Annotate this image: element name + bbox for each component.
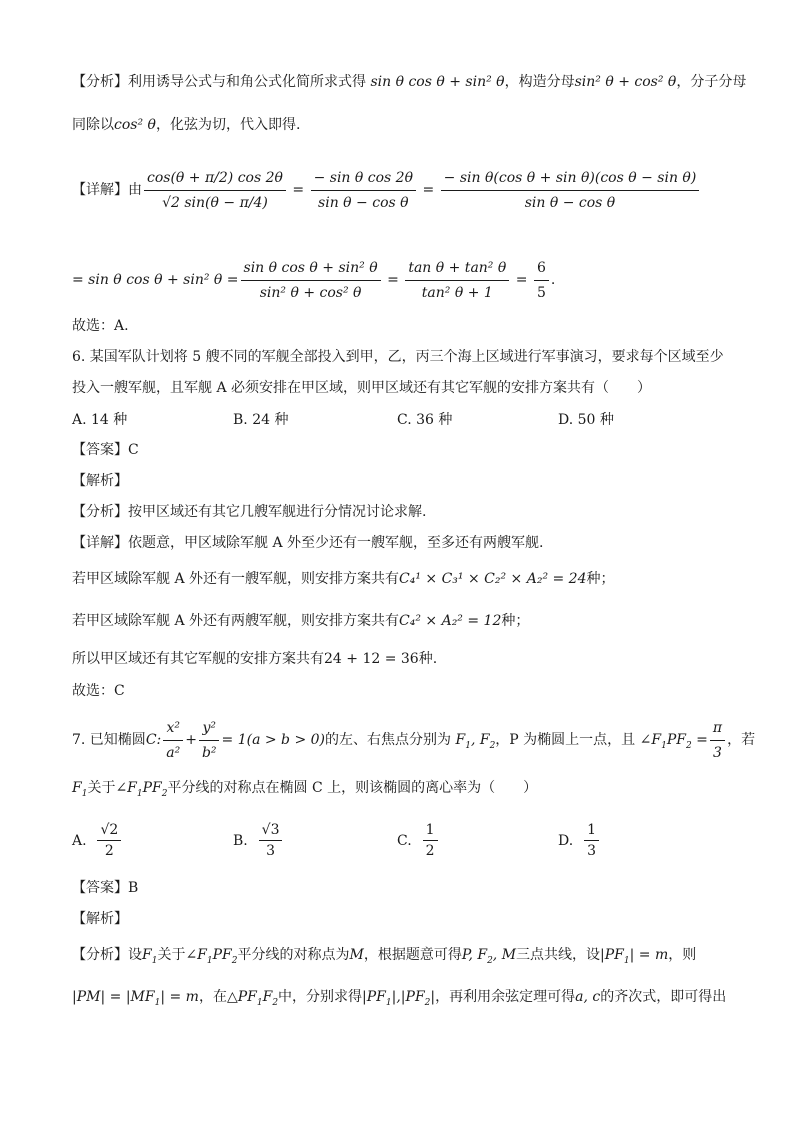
analysis-line-2 [72, 115, 300, 135]
math-expr: C₄² × A₂² = 12 [399, 613, 502, 629]
fraction-4 [241, 258, 381, 303]
analysis-text: 按甲区域还有其它几艘军舰进行分情况讨论求解. [128, 504, 427, 520]
q7-option-d [558, 822, 601, 859]
answer-value: B [128, 880, 139, 896]
math-expr: 24 + 12 = 36 [324, 651, 419, 667]
analysis-text: 中，分别求得 [278, 989, 363, 1005]
analysis-line-1 [72, 72, 746, 92]
analysis-label: 【分析】 [72, 504, 128, 520]
analysis-text: ，化弦为切，代入即得. [155, 117, 301, 133]
analysis-label: 【分析】 [72, 74, 128, 90]
analysis-text: 的齐次式，即可得出 [600, 989, 727, 1005]
option-denominator: 2 [425, 843, 435, 859]
fraction-denominator: sin θ − cos θ [524, 194, 616, 211]
q6-option-a: A. 14 种 [72, 412, 128, 428]
fraction-denominator: tan² θ + 1 [421, 284, 493, 301]
q6-option-c: C. 36 种 [397, 412, 453, 428]
fraction-1 [144, 168, 286, 213]
q6-stem-2: 投入一艘军舰，且军舰 A 必须安排在甲区域，则甲区域还有其它军舰的安排方案共有（ ） [72, 380, 652, 396]
answer-label: 【答案】 [72, 880, 128, 896]
analysis-text: 三点共线，设 [516, 947, 601, 963]
option-denominator: 2 [104, 843, 114, 859]
q6-detail-3 [72, 611, 529, 631]
fraction-denominator: sin θ − cos θ [318, 194, 409, 211]
q6-option-d: D. 50 种 [558, 412, 614, 428]
fraction-5 [405, 258, 509, 303]
option-letter: C. [397, 832, 412, 849]
option-denominator: 3 [587, 843, 597, 859]
q6-stem-1: 6. 某国军队计划将 5 艘不同的军舰全部投入到甲，乙，丙三个海上区域进行军事演习，要求每个区域至少 [72, 349, 724, 365]
q7-text: 7. 已知椭圆 [72, 732, 146, 748]
option-letter: D. [558, 832, 574, 849]
q7-analysis-2: $|PM| = |MF_1| = m$，在$\triangle PF_1F_2$中，分别求得$|PF_1|,|PF_2|$，再利用余弦定理可得a, c的齐次式，即可得出 [72, 989, 727, 1008]
q7-option-c [397, 822, 440, 859]
q7-text: 关于 [87, 780, 116, 796]
math-expr: sin² θ + cos² θ [574, 74, 677, 90]
q6-detail-2 [72, 569, 615, 589]
detail-line-1: 【详解】 由 $\frac{\cos(\theta + \pi/2) \cos 2\theta}{√2 \sin(\theta - \pi/4)}$ = $\frac{\text{− sin θ cos 2θ}}{\text{sin θ − cos θ}}$ = $\frac{\text{− sin θ(cos θ + sin θ)(cos θ − sin θ)}}{\text{sin θ − cos θ}}$ [72, 155, 701, 225]
fraction-numerator: sin θ cos θ + sin² θ [241, 258, 381, 281]
q6-analysis [72, 502, 426, 522]
detail-text: 种. [418, 651, 438, 667]
detail-text: 种； [501, 613, 530, 629]
answer-value: C [128, 442, 139, 458]
q6-option-b: B. 24 种 [233, 412, 289, 428]
option-letter: B. [233, 832, 248, 849]
option-numerator: √2 [97, 822, 121, 841]
analysis-text: ，则 [668, 947, 697, 963]
q7-jiexi: 【解析】 [72, 911, 128, 927]
detail-label: 【详解】 [72, 535, 128, 551]
analysis-text: 设 [128, 947, 142, 963]
answer-label: 【答案】 [72, 442, 128, 458]
detail-text: 由 [128, 182, 142, 198]
analysis-text: ，在 [198, 989, 227, 1005]
math-expr: sin θ cos θ + sin² θ [370, 74, 505, 90]
option-letter: A. [72, 832, 87, 849]
q6-detail-1 [72, 533, 543, 553]
analysis-text: ，构造分母 [504, 74, 575, 90]
detail-line-2: = sin θ cos θ + sin² θ = $\frac{\text{sin θ cos θ + sin² θ}}{\text{sin² θ + cos² θ}}$ = $\frac{\text{tan θ + tan² θ}}{\text{tan² θ + 1}}$ = $\frac{6}{5}$ . [72, 259, 556, 301]
q7-option-a [72, 822, 123, 859]
math-expr: = sin θ cos θ + sin² θ = [72, 272, 239, 288]
analysis-text: 利用诱导公式与和角公式化简所求式得 [128, 74, 366, 90]
q6-jiexi: 【解析】 [72, 473, 128, 489]
q7-option-b [233, 822, 284, 859]
option-denominator: 3 [266, 843, 276, 859]
fraction-denominator: 5 [536, 284, 546, 301]
analysis-text: 同除以 [72, 117, 114, 133]
option-numerator: 1 [584, 822, 599, 841]
detail-text: 所以甲区域还有其它军舰的安排方案共有 [72, 651, 324, 667]
fraction-2 [311, 168, 416, 213]
fraction-numerator: cos(θ + π/2) cos 2θ [144, 168, 286, 191]
q7-answer-line [72, 878, 138, 898]
q7-text: ，若 [727, 732, 756, 748]
math-expr: C₄¹ × C₃¹ × C₂² × A₂² = 24 [399, 571, 587, 587]
analysis-text: ，分子分母 [676, 74, 747, 90]
option-numerator: 1 [423, 822, 438, 841]
q5-choice: 故选：A. [72, 318, 129, 334]
analysis-label: 【分析】 [72, 947, 128, 963]
q7-text: ，P 为椭圆上一点，且 [495, 732, 636, 748]
option-numerator: √3 [259, 822, 283, 841]
fraction-denominator: √2 sin(θ − π/4) [162, 194, 268, 211]
q7-stem-1: 7. 已知椭圆 C: $\frac{\text{x²}}{\text{a²}}$ + $\frac{\text{y²}}{\text{b²}}$ = 1(a > b > 0) 的左、右焦点分别为 $F_1$, $F_2$ ，P 为椭圆上一点，且 $\angle F_1PF_2$ = $\frac{\pi}{3}$ ，若 [72, 719, 756, 761]
analysis-text: ，根据题意可得 [363, 947, 462, 963]
detail-text: 种； [586, 571, 615, 587]
detail-text: 若甲区域除军舰 A 外还有一艘军舰，则安排方案共有 [72, 571, 400, 587]
q6-answer-line [72, 440, 139, 460]
fraction-denominator: sin² θ + cos² θ [259, 284, 362, 301]
fraction-numerator: 6 [534, 258, 549, 281]
detail-text: 若甲区域除军舰 A 外还有两艘军舰，则安排方案共有 [72, 613, 400, 629]
math-expr: cos² θ [114, 117, 156, 133]
detail-label: 【详解】 [72, 182, 128, 198]
q7-text: 平分线的对称点在椭圆 C 上，则该椭圆的离心率为（ ） [167, 780, 538, 796]
fraction-3 [441, 168, 700, 213]
analysis-text: ，再利用余弦定理可得 [435, 989, 576, 1005]
analysis-text: 关于 [157, 947, 186, 963]
fraction-numerator: tan θ + tan² θ [405, 258, 509, 281]
analysis-text: 平分线的对称点为 [237, 947, 350, 963]
fraction-numerator: − sin θ(cos θ + sin θ)(cos θ − sin θ) [441, 168, 700, 191]
q6-detail-4 [72, 649, 437, 669]
q7-analysis-1: 【分析】设$F_1$关于$\angle F_1PF_2$平分线的对称点为M，根据题意可得P, $F_2$, M三点共线，设$|PF_1| = m$，则 [72, 947, 697, 966]
detail-text: 依题意，甲区域除军舰 A 外至少还有一艘军舰，至多还有两艘军舰. [128, 535, 544, 551]
q7-text: 的左、右焦点分别为 [325, 732, 452, 748]
q7-stem-2: $F_1$关于$\angle F_1PF_2$平分线的对称点在椭圆 C 上，则该椭圆的离心率为（ ） [72, 780, 538, 799]
fraction-6 [534, 258, 549, 303]
q6-choice: 故选：C [72, 683, 125, 699]
fraction-numerator: − sin θ cos 2θ [311, 168, 416, 191]
